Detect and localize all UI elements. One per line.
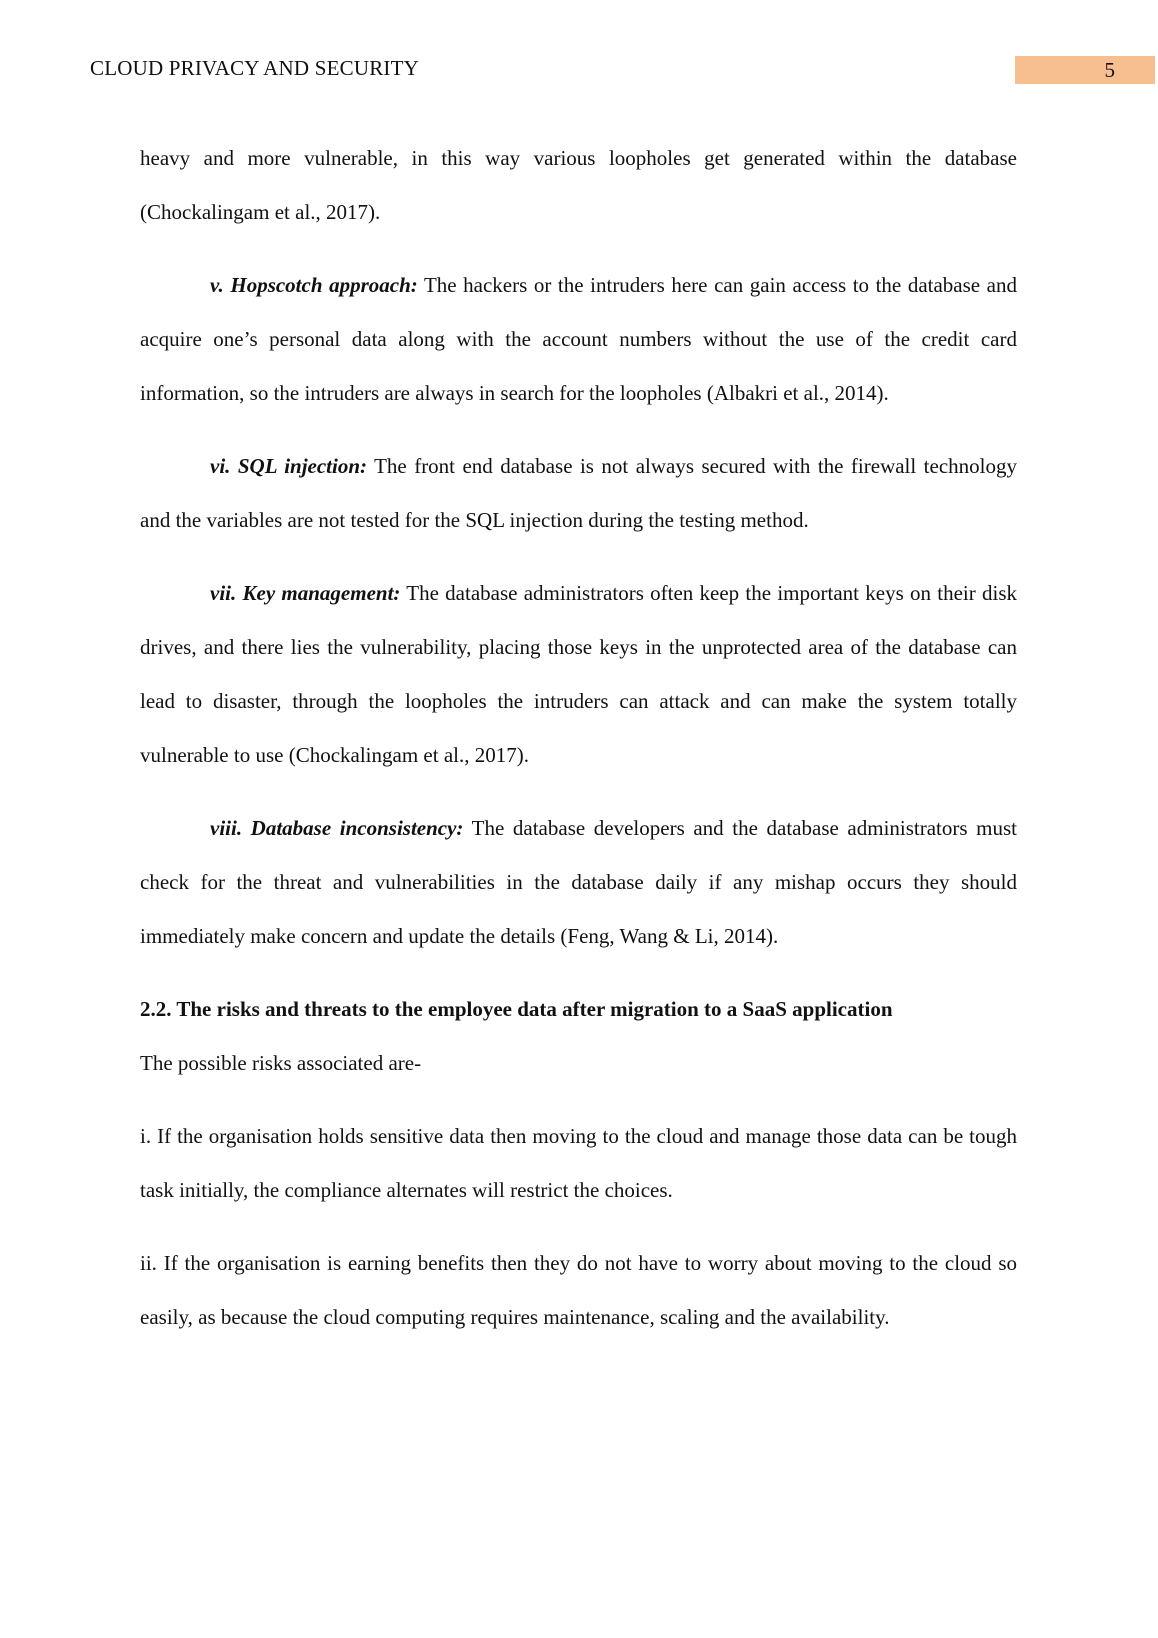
database-inconsistency-paragraph xyxy=(140,801,1017,963)
key-management-term: vii. Key management: xyxy=(210,581,401,605)
document-body xyxy=(140,131,1017,1363)
sql-injection-text: The front end database is not always secured with the firewall technology and the variables are not tested for the SQL injection during the testing method. xyxy=(140,454,1017,532)
database-inconsistency-text: The database developers and the database administrators must check for the threat and vulnerabilities in the database daily if any mishap occurs they should immediately make concern and update the details (Feng, Wang & Li, 2014). xyxy=(140,816,1017,948)
hopscotch-paragraph xyxy=(140,258,1017,420)
section-intro: The possible risks associated are- xyxy=(140,1051,422,1075)
hopscotch-term: v. Hopscotch approach: xyxy=(210,273,418,297)
risk-item-2: ii. If the organisation is earning benefits then they do not have to worry about moving to the cloud so easily, as because the cloud computing requires maintenance, scaling and the availability. xyxy=(140,1251,1017,1329)
page-number: 5 xyxy=(1015,56,1155,84)
key-management-paragraph xyxy=(140,566,1017,782)
continuation-paragraph: heavy and more vulnerable, in this way various loopholes get generated within the database (Chockalingam et al., 2017). xyxy=(140,146,1017,224)
key-management-text: The database administrators often keep the important keys on their disk drives, and there lies the vulnerability, placing those keys in the unprotected area of the database can lead to disaster, through the loopholes the intruders can attack and can make the system totally vulnerable to use (Chockalingam et al., 2017). xyxy=(140,581,1017,767)
sql-injection-term: vi. SQL injection: xyxy=(210,454,368,478)
database-inconsistency-term: viii. Database inconsistency: xyxy=(210,816,464,840)
sql-injection-paragraph xyxy=(140,439,1017,547)
section-heading: 2.2. The risks and threats to the employee data after migration to a SaaS application xyxy=(140,997,893,1021)
running-header-title: CLOUD PRIVACY AND SECURITY xyxy=(90,56,419,80)
risk-item-1: i. If the organisation holds sensitive data then moving to the cloud and manage those data can be tough task initially, the compliance alternates will restrict the choices. xyxy=(140,1124,1017,1202)
hopscotch-text: The hackers or the intruders here can gain access to the database and acquire one’s personal data along with the account numbers without the use of the credit card information, so the intruders are always in search for the loopholes (Albakri et al., 2014). xyxy=(140,273,1017,405)
